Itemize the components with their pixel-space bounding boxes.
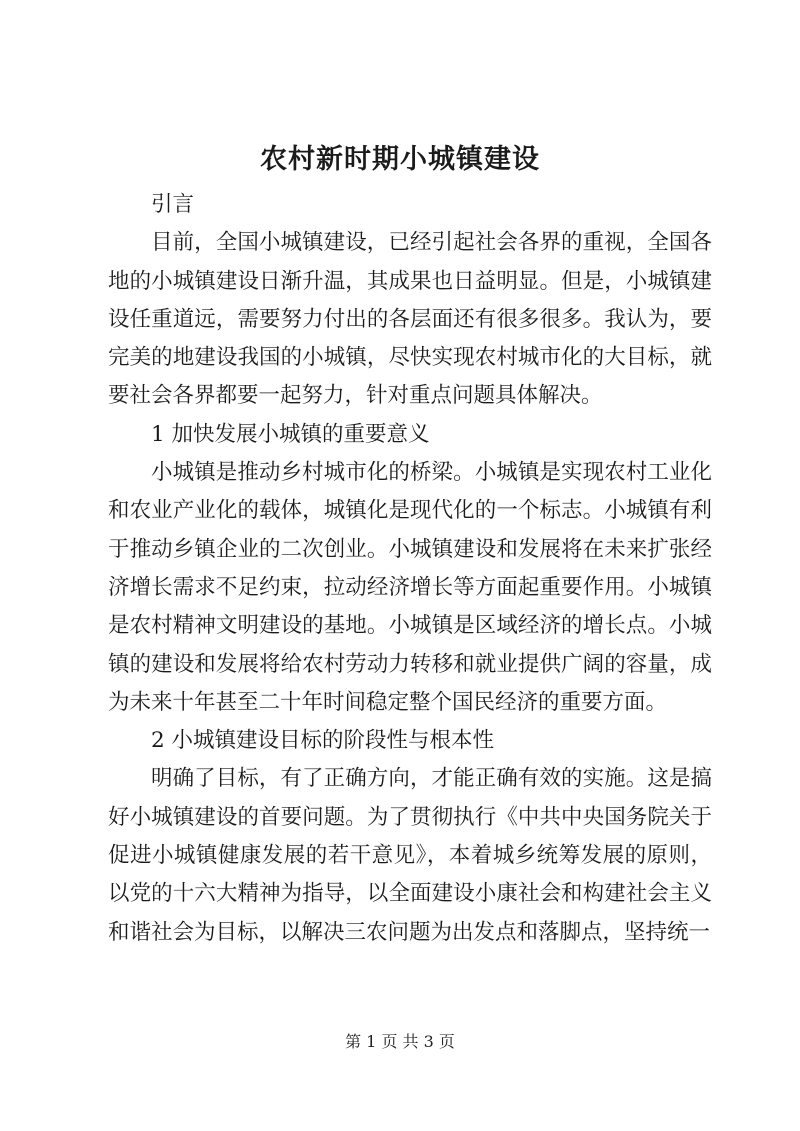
section-paragraph-2: 明确了目标，有了正确方向，才能正确有效的实施。这是搞好小城镇建设的首要问题。为了贯彻执行《中共中央国务院关于促进小城镇健康发展的若干意见》，本着城乡统筹发展的原则，以党的十六大精神为指导，以全面建设小康社会和构建社会主义和谐社会为目标，以解决三农问题为出发点和落脚点，坚持统一 [108,766,712,945]
section-heading-1: 1 加快发展小城镇的重要意义 [151,421,430,447]
intro-label: 引言 [151,192,195,217]
section-paragraph-1: 小城镇是推动乡村城市化的桥梁。小城镇是实现农村工业化和农业产业化的载体，城镇化是现代化的一个标志。小城镇有利于推动乡镇企业的二次创业。小城镇建设和发展将在未来扩张经济增长需求不足约束，拉动经济增长等方面起重要作用。小城镇是农村精神文明建设的基地。小城镇是区域经济的增长点。小城镇的建设和发展将给农村劳动力转移和就业提供广阔的容量，成为未来十年甚至二十年时间稳定整个国民经济的重要方面。 [108,460,712,715]
document-body [108,186,712,952]
page-footer: 第 1 页 共 3 页 [345,1032,455,1051]
document-title: 农村新时期小城镇建设 [260,144,540,175]
intro-paragraph: 目前，全国小城镇建设，已经引起社会各界的重视，全国各地的小城镇建设日渐升温，其成果也日益明显。但是，小城镇建设任重道远，需要努力付出的各层面还有很多很多。我认为，要完美的地建设我国的小城镇，尽快实现农村城市化的大目标，就要社会各界都要一起努力，针对重点问题具体解决。 [108,230,712,409]
section-heading-2: 2 小城镇建设目标的阶段性与根本性 [151,728,495,754]
